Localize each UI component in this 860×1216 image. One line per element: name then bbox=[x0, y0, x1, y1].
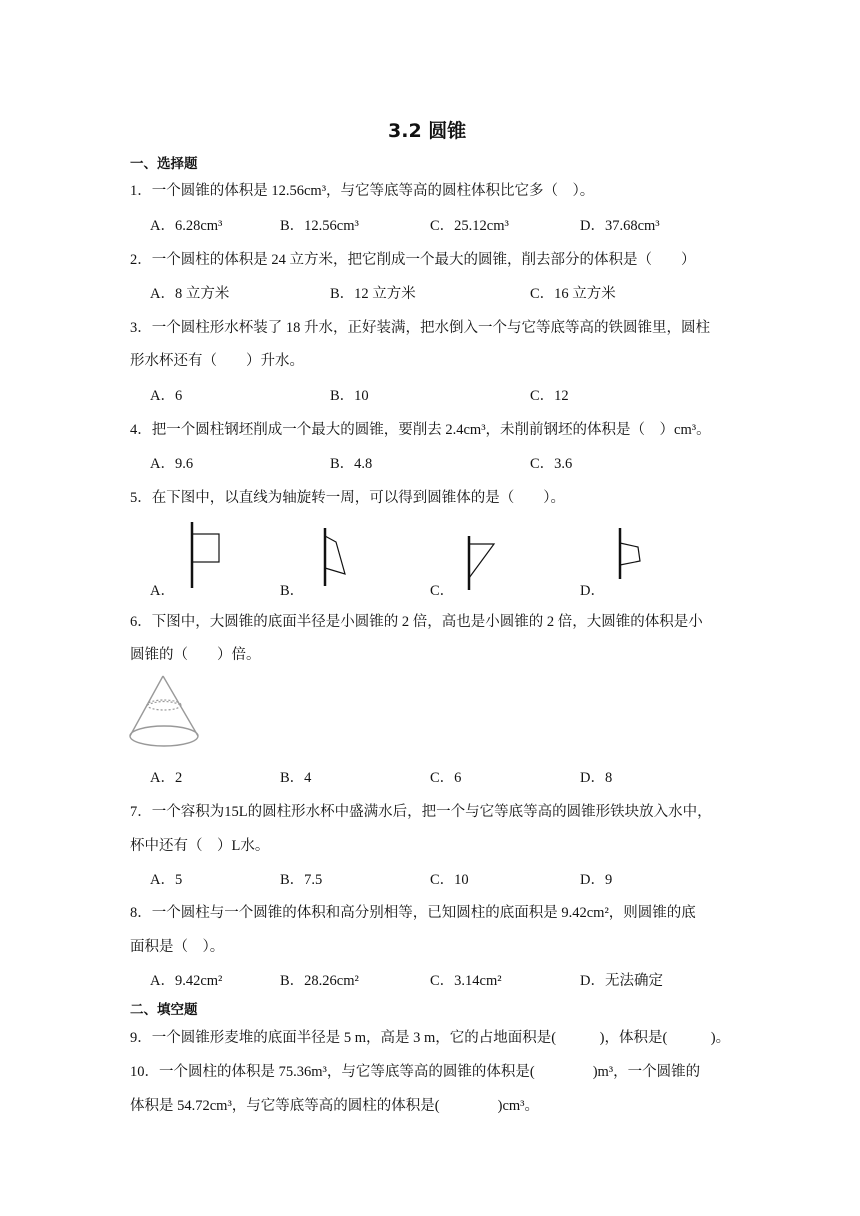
section-heading-choice: 一、选择题 bbox=[130, 156, 198, 172]
q6-option-b: B．4 bbox=[280, 770, 312, 786]
q8-option-b: B．28.26cm² bbox=[280, 973, 359, 989]
q5-figure-c bbox=[462, 528, 502, 590]
question-6-line-1: 6．下图中，大圆锥的底面半径是小圆锥的 2 倍，高也是小圆锥的 2 倍，大圆锥的体积是小 bbox=[130, 614, 703, 630]
q7-option-b: B．7.5 bbox=[280, 872, 323, 888]
q5-figure-d bbox=[613, 525, 653, 581]
q7-option-d: D．9 bbox=[580, 872, 613, 888]
question-3-line-1: 3．一个圆柱形水杯装了 18 升水，正好装满，把水倒入一个与它等底等高的铁圆锥里，圆柱 bbox=[130, 320, 710, 336]
q5-option-a: A． bbox=[150, 583, 175, 599]
question-6-line-2: 圆锥的（ ）倍。 bbox=[130, 647, 261, 663]
q6-option-a: A．2 bbox=[150, 770, 183, 786]
q3-option-a: A．6 bbox=[150, 388, 183, 404]
q7-option-a: A．5 bbox=[150, 872, 183, 888]
section-heading-fill: 二、填空题 bbox=[130, 1002, 198, 1018]
q1-option-b: B．12.56cm³ bbox=[280, 218, 359, 234]
q4-option-b: B．4.8 bbox=[330, 456, 373, 472]
q6-cone-figure bbox=[128, 674, 203, 750]
q5-option-d: D． bbox=[580, 583, 605, 599]
q1-option-d: D．37.68cm³ bbox=[580, 218, 660, 234]
page-title: 3.2 圆锥 bbox=[388, 120, 467, 142]
q2-option-a: A．8 立方米 bbox=[150, 286, 230, 302]
q4-option-a: A．9.6 bbox=[150, 456, 194, 472]
q7-option-c: C．10 bbox=[430, 872, 469, 888]
question-8-line-1: 8．一个圆柱与一个圆锥的体积和高分别相等，已知圆柱的底面积是 9.42cm²，则圆锥的底 bbox=[130, 905, 696, 921]
q8-option-a: A．9.42cm² bbox=[150, 973, 223, 989]
q5-option-b: B． bbox=[280, 583, 305, 599]
q8-option-c: C．3.14cm² bbox=[430, 973, 502, 989]
q6-option-d: D．8 bbox=[580, 770, 613, 786]
question-10-line-1: 10．一个圆柱的体积是 75.36m³，与它等底等高的圆锥的体积是( )m³，一个圆锥的 bbox=[130, 1064, 701, 1080]
question-9: 9．一个圆锥形麦堆的底面半径是 5 m，高是 3 m，它的占地面积是( )，体积是( )。 bbox=[130, 1030, 731, 1046]
q4-option-c: C．3.6 bbox=[530, 456, 573, 472]
question-1: 1．一个圆锥的体积是 12.56cm³，与它等底等高的圆柱体积比它多（ ）。 bbox=[130, 183, 595, 199]
q3-option-c: C．12 bbox=[530, 388, 569, 404]
question-7-line-1: 7．一个容积为15L的圆柱形水杯中盛满水后，把一个与它等底等高的圆锥形铁块放入水中， bbox=[130, 804, 712, 820]
question-7-line-2: 杯中还有（ ）L水。 bbox=[130, 838, 270, 854]
question-5: 5．在下图中，以直线为轴旋转一周，可以得到圆锥体的是（ ）。 bbox=[130, 490, 565, 506]
question-8-line-2: 面积是（ ）。 bbox=[130, 939, 225, 955]
q8-option-d: D．无法确定 bbox=[580, 973, 663, 989]
question-3-line-2: 形水杯还有（ ）升水。 bbox=[130, 353, 304, 369]
q2-option-b: B．12 立方米 bbox=[330, 286, 416, 302]
q5-option-c: C． bbox=[430, 583, 455, 599]
question-4: 4．把一个圆柱钢坯削成一个最大的圆锥，要削去 2.4cm³，未削前钢坯的体积是（ ）cm³。 bbox=[130, 422, 711, 438]
q1-option-c: C．25.12cm³ bbox=[430, 218, 509, 234]
q6-option-c: C．6 bbox=[430, 770, 462, 786]
q5-figure-a bbox=[185, 520, 225, 590]
q1-option-a: A．6.28cm³ bbox=[150, 218, 223, 234]
q3-option-b: B．10 bbox=[330, 388, 369, 404]
q5-figure-b bbox=[318, 522, 358, 588]
question-10-line-2: 体积是 54.72cm³，与它等底等高的圆柱的体积是( )cm³。 bbox=[130, 1098, 540, 1114]
q2-option-c: C．16 立方米 bbox=[530, 286, 616, 302]
question-2: 2．一个圆柱的体积是 24 立方米，把它削成一个最大的圆锥，削去部分的体积是（ ） bbox=[130, 252, 696, 268]
